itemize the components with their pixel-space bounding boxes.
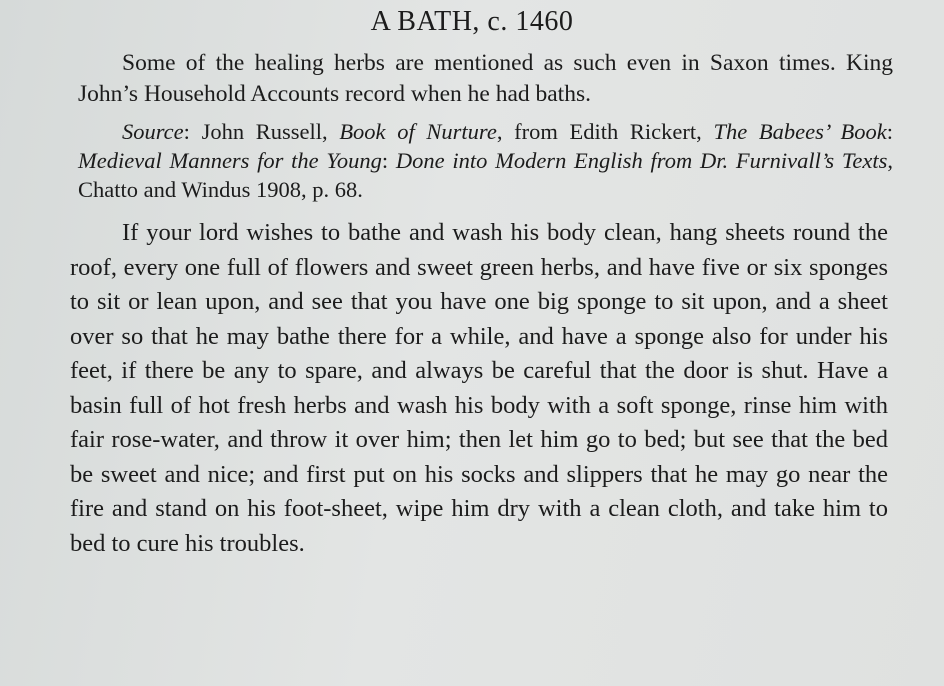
intro-paragraph: Some of the healing herbs are mentioned as such even in Saxon times. King John’s Household Accounts record when he had baths. <box>78 50 893 107</box>
source-collection-title: The Babees’ Book <box>713 119 887 144</box>
source-colon-1: : <box>886 119 894 144</box>
source-subtitle: Medieval Manners for the Young <box>78 148 382 173</box>
source-editor: , from Edith Rickert, <box>496 119 714 144</box>
source-colon-2: : <box>381 148 396 173</box>
source-author: : John Russell, <box>183 119 340 144</box>
source-subtitle-2: Done into Modern English from Dr. Furnivall’s Texts <box>395 148 888 173</box>
source-citation <box>78 117 893 204</box>
source-book-title: Book of Nurture <box>339 119 497 144</box>
main-passage: If your lord wishes to bathe and wash his body clean, hang sheets round the roof, every one full of flowers and sweet green herbs, and have five or six sponges to sit or lean upon, and see that you have one big sponge to sit upon, and a sheet over so that he may bathe there for a while, and have a sponge also for under his feet, if there be any to spare, and always be careful that the door is shut. Have a basin full of hot fresh herbs and wash his body with a soft sponge, rinse him with fair rose-water, and throw it over him; then let him go to bed; but see that the bed be sweet and nice; and first put on his socks and slippers that he may go near the fire and stand on his foot-sheet, wipe him dry with a clean cloth, and take him to bed to cure his troubles. <box>70 219 888 557</box>
source-publisher: , Chatto and Windus 1908, p. 68. <box>78 148 893 202</box>
source-label: Source <box>122 119 184 144</box>
page-title: A BATH, c. 1460 <box>370 6 574 37</box>
